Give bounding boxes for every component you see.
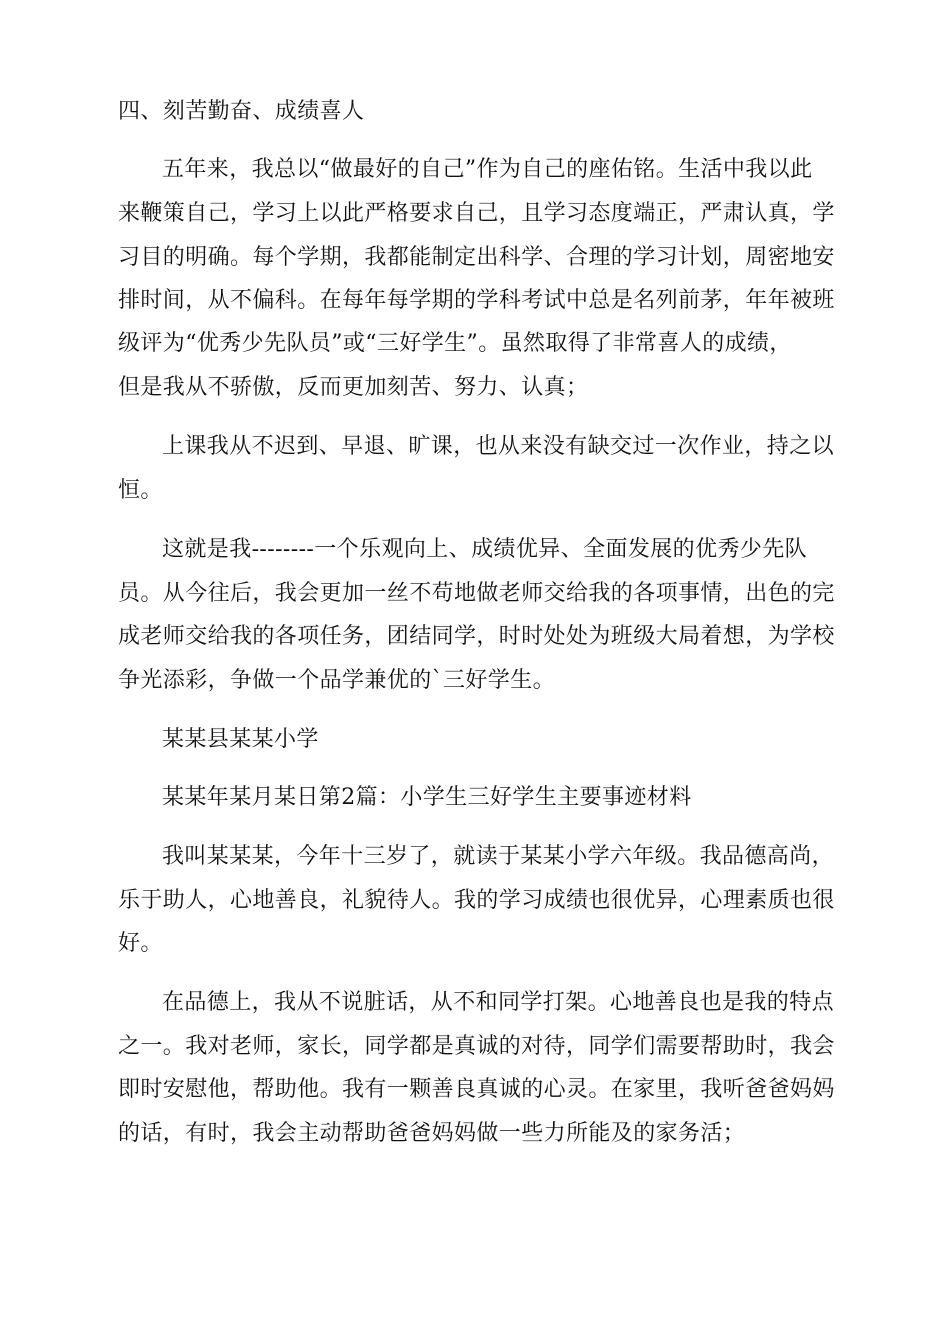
paragraph-line: 之一。我对老师，家长，同学都是真诚的对待，同学们需要帮助时，我会 — [118, 1034, 835, 1059]
paragraph-line: 在品德上，我从不说脏话，从不和同学打架。心地善良也是我的特点 — [162, 990, 835, 1015]
paragraph-line: 上课我从不迟到、早退、旷课，也从来没有缺交过一次作业，持之以 — [162, 434, 835, 459]
paragraph-line: 好。 — [118, 931, 163, 956]
paragraph-line: 即时安慰他，帮助他。我有一颗善良真诚的心灵。在家里，我听爸爸妈妈 — [118, 1077, 835, 1102]
paragraph-line: 来鞭策自己，学习上以此严格要求自己，且学习态度端正，严肃认真，学 — [118, 201, 835, 226]
paragraph-line: 员。从今往后，我会更加一丝不苟地做老师交给我的各项事情，出色的完 — [118, 581, 835, 606]
paragraph-line: 五年来，我总以“做最好的自己”作为自己的座佑铭。生活中我以此 — [162, 157, 813, 182]
paragraph-line: 的话，有时，我会主动帮助爸爸妈妈做一些力所能及的家务活； — [118, 1121, 746, 1146]
paragraph-line: 排时间，从不偏科。在每年每学期的学科考试中总是名列前茅，年年被班 — [118, 288, 835, 313]
paragraph-line: 乐于助人，心地善良，礼貌待人。我的学习成绩也很优异，心理素质也很 — [118, 888, 835, 913]
school-name: 某某县某某小学 — [162, 727, 319, 752]
paragraph-line: 习目的明确。每个学期，我都能制定出科学、合理的学习计划，周密地安 — [118, 245, 835, 270]
paragraph-line: 级评为“优秀少先队员”或“三好学生”。虽然取得了非常喜人的成绩， — [118, 331, 792, 356]
paragraph-line: 我叫某某某，今年十三岁了，就读于某某小学六年级。我品德高尚， — [162, 844, 835, 869]
paragraph-line: 成老师交给我的各项任务，团结同学，时时处处为班级大局着想，为学校 — [118, 624, 835, 649]
paragraph-line: 争光添彩，争做一个品学兼优的`三好学生。 — [118, 668, 556, 693]
date-and-title: 某某年某月某日第2篇：小学生三好学生主要事迹材料 — [162, 785, 692, 810]
paragraph-line: 恒。 — [118, 478, 163, 503]
paragraph-line: 但是我从不骄傲，反而更加刻苦、努力、认真； — [118, 375, 589, 400]
section-heading: 四、刻苦勤奋、成绩喜人 — [118, 99, 365, 124]
paragraph-line: 这就是我--------一个乐观向上、成绩优异、全面发展的优秀少先队 — [162, 537, 808, 562]
